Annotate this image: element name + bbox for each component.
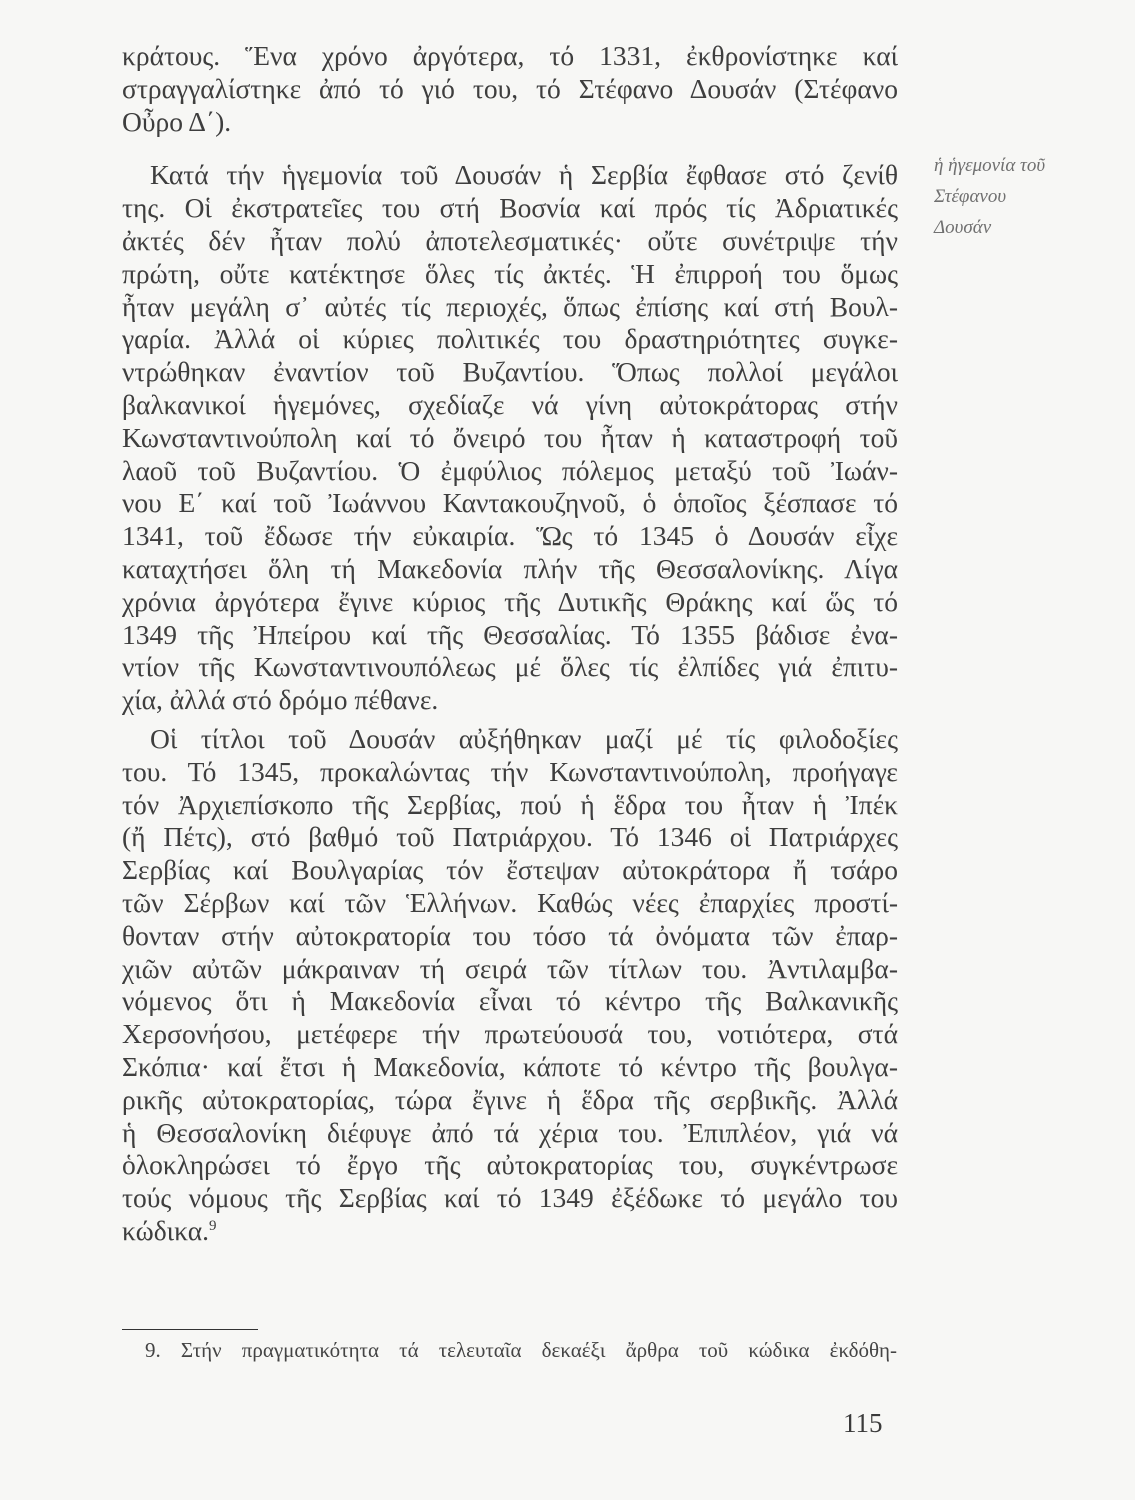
body-text (122, 40, 898, 1248)
text-line-content: της. Οἱ ἐκστρατεῖες του στή Βοσνία καί πρός τίς Ἀδριατικές (122, 192, 898, 224)
margin-note-line: ἡ ἡγεμονία τοῦ (934, 155, 1046, 176)
text-line-content: τούς νόμους τῆς Σερβίας καί τό 1349 ἐξέδωκε τό μεγάλο του (122, 1182, 898, 1214)
text-line-content: ἡ Θεσσαλονίκη διέφυγε ἀπό τά χέρια του. Ἐπιπλέον, γιά νά (122, 1116, 898, 1148)
paragraph (122, 40, 898, 138)
text-line (122, 258, 898, 291)
footnote: 9. Στήν πραγματικότητα τά τελευταῖα δεκαέξι ἄρθρα τοῦ κώδικα ἐκδόθη- (145, 1338, 897, 1362)
text-line (122, 225, 898, 258)
text-line-content: πρώτη, οὔτε κατέκτησε ὅλες τίς ἀκτές. Ἡ ἐπιρροή του ὅμως (122, 257, 898, 289)
paragraph (122, 159, 898, 717)
text-line (122, 789, 898, 822)
text-line-content: νόμενος ὅτι ἡ Μακεδονία εἶναι τό κέντρο τῆς Βαλκανικῆς (122, 985, 898, 1017)
text-line (122, 389, 898, 422)
text-line-content: καταχτήσει ὅλη τή Μακεδονία πλήν τῆς Θεσσαλονίκης. Λίγα (122, 552, 898, 584)
footnote-divider (122, 1329, 258, 1330)
footnote-reference: 9 (208, 1217, 217, 1234)
text-line (122, 356, 898, 389)
text-line-content: νου Ε΄ καί τοῦ Ἰωάννου Καντακουζηνοῦ, ὁ ὁποῖος ξέσπασε τό (122, 487, 898, 519)
text-line-content: ντίον τῆς Κωνσταντινουπόλεως μέ ὅλες τίς ἐλπίδες γιά ἐπιτυ- (122, 651, 898, 683)
text-line (122, 985, 898, 1018)
text-line-content: Σκόπια· καί ἔτσι ἡ Μακεδονία, κάποτε τό κέντρο τῆς βουλγα- (122, 1050, 898, 1082)
text-line (122, 854, 898, 887)
text-line (122, 553, 898, 586)
text-line (122, 756, 898, 789)
text-line-content: γαρία. Ἀλλά οἱ κύριες πολιτικές του δραστηριότητες συγκε- (122, 323, 898, 355)
text-line-content: θονταν στήν αὐτοκρατορία του τόσο τά ὀνόματα τῶν ἐπαρ- (122, 919, 898, 951)
text-line-content: Οἱ τίτλοι τοῦ Δουσάν αὐξήθηκαν μαζί μέ τίς φιλοδοξίες (150, 722, 898, 754)
text-line-content: 1341, τοῦ ἔδωσε τήν εὐκαιρία. Ὥς τό 1345 ὁ Δουσάν εἶχε (122, 520, 898, 552)
text-line (122, 106, 898, 139)
text-line-content: χία, ἀλλά στό δρόμο πέθανε. (122, 684, 439, 716)
text-line-content: ὁλοκληρώσει τό ἔργο τῆς αὐτοκρατορίας του, συγκέντρωσε (122, 1149, 898, 1181)
text-line (122, 1084, 898, 1117)
text-line-content: Χερσονήσου, μετέφερε τήν πρωτεύουσά του, νοτιότερα, στά (122, 1018, 898, 1050)
margin-note (934, 150, 1045, 243)
text-line-content: χιῶν αὐτῶν μάκραιναν τή σειρά τῶν τίτλων του. Ἀντιλαμβα- (122, 952, 898, 984)
text-line-content: Κατά τήν ἡγεμονία τοῦ Δουσάν ἡ Σερβία ἔφθασε στό ζενίθ (150, 159, 898, 191)
text-line (122, 422, 898, 455)
text-line-content: Οὖρο Δ΄). (122, 105, 232, 137)
text-line (122, 1149, 898, 1182)
text-line (122, 323, 898, 356)
text-line-content: κώδικα. (122, 1214, 209, 1246)
text-line-content: Σερβίας καί Βουλγαρίας τόν ἔστεψαν αὐτοκράτορα ἤ τσάρο (122, 854, 898, 886)
text-line (122, 887, 898, 920)
text-line-content: ἀκτές δέν ἦταν πολύ ἀποτελεσματικές· οὔτε συνέτριψε τήν (122, 224, 898, 256)
text-line-content: τῶν Σέρβων καί τῶν Ἑλλήνων. Καθώς νέες ἐπαρχίες προστί- (122, 886, 898, 918)
text-line-content: στραγγαλίστηκε ἀπό τό γιό του, τό Στέφανο Δουσάν (Στέφανο (122, 72, 898, 104)
text-line (122, 1051, 898, 1084)
text-line (122, 920, 898, 953)
text-line-content: βαλκανικοί ἡγεμόνες, σχεδίαζε νά γίνη αὐτοκράτορας στήν (122, 388, 898, 420)
text-line-content: κράτους. Ἕνα χρόνο ἀργότερα, τό 1331, ἐκθρονίστηκε καί (122, 40, 898, 71)
text-line (122, 520, 898, 553)
text-line (122, 953, 898, 986)
text-line (122, 651, 898, 684)
text-line (122, 487, 898, 520)
text-line (122, 619, 898, 652)
text-line (122, 1117, 898, 1150)
text-line (122, 723, 898, 756)
text-line (122, 684, 898, 717)
text-line-content: χρόνια ἀργότερα ἔγινε κύριος τῆς Δυτικῆς Θράκης καί ὥς τό (122, 585, 898, 617)
page-number: 115 (843, 1408, 883, 1438)
text-line (122, 455, 898, 488)
text-line-content: λαοῦ τοῦ Βυζαντίου. Ὁ ἐμφύλιος πόλεμος μεταξύ τοῦ Ἰωάν- (122, 454, 898, 486)
text-line-content: 1349 τῆς Ἠπείρου καί τῆς Θεσσαλίας. Τό 1355 βάδισε ἐνα- (122, 618, 898, 650)
text-line-content: Κωνσταντινούπολη καί τό ὄνειρό του ἦταν ἡ καταστροφή τοῦ (122, 421, 898, 453)
text-line (122, 1215, 898, 1248)
margin-note-line: Δουσάν (934, 217, 992, 238)
text-line-content: τόν Ἀρχιεπίσκοπο τῆς Σερβίας, πού ἡ ἕδρα του ἦταν ἡ Ἰπέκ (122, 788, 898, 820)
text-line-content: ρικῆς αὐτοκρατορίας, τώρα ἔγινε ἡ ἕδρα τῆς σερβικῆς. Ἀλλά (122, 1083, 898, 1115)
text-line (122, 1182, 898, 1215)
text-line (122, 159, 898, 192)
text-line-content: ἦταν μεγάλη σ᾽ αὐτές τίς περιοχές, ὅπως ἐπίσης καί στή Βουλ- (122, 290, 898, 322)
text-line (122, 192, 898, 225)
text-line (122, 1018, 898, 1051)
text-line (122, 73, 898, 106)
text-line-content: (ἤ Πέτς), στό βαθμό τοῦ Πατριάρχου. Τό 1346 οἱ Πατριάρχες (122, 821, 898, 853)
paragraph (122, 723, 898, 1248)
text-line-content: ντρώθηκαν ἐναντίον τοῦ Βυζαντίου. Ὅπως πολλοί μεγάλοι (122, 356, 898, 388)
text-line (122, 291, 898, 324)
text-line (122, 821, 898, 854)
text-line-content: του. Τό 1345, προκαλώντας τήν Κωνσταντινούπολη, προήγαγε (122, 755, 898, 787)
text-line (122, 40, 898, 73)
margin-note-line: Στέφανου (934, 186, 1007, 207)
text-line (122, 586, 898, 619)
